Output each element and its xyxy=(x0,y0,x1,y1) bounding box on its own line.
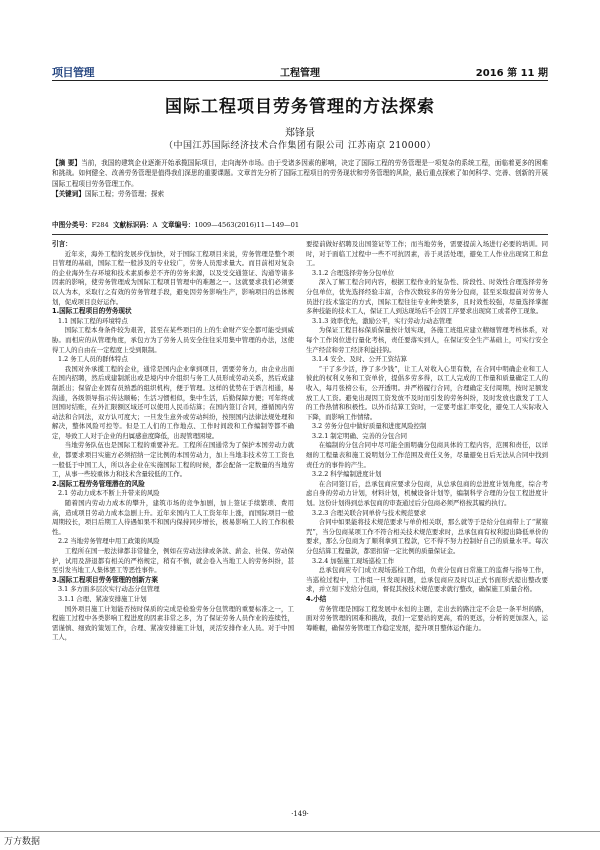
author-affiliation: （中国江苏国际经济技术合作集团有限公司 江苏南京 210000） xyxy=(163,141,437,151)
divider-rule xyxy=(52,234,548,235)
paragraph: 近年来，海外工程的发展步伐加快，对于国际工程项目来说，劳务管理是整个项目管理的基础，国际工程一般涉及的专业较广，劳务人员需求量大。而目前相对复杂的企业海外生存环境和技术素质参差不齐的劳务来源，以及受交通签证、沟通等诸多因素的影响，使劳务管理成为国际工程项目管理中的难题之一。这就要求我们必须要以人为本，采取行之有效的劳务管理手段，避免因劳务影响生产，影响项目的总体规划，促成项目良好运作。 xyxy=(52,249,294,306)
subsection-heading: 3.2.1 制定明确、完善的分包合同 xyxy=(312,431,407,440)
subsection-heading: 2.2 当地劳务管理中用工政策的风险 xyxy=(58,537,160,546)
paragraph: 为保证工程目标保质保量按计划实现，各施工班组应建立精细管理考核体系，对每个工作岗位进行量化考核，责任要落实到人，在保证安全生产基础上，可实行安全生产经营和劳工经济利益挂钩。 xyxy=(306,326,548,354)
paragraph: 国际工程本身条件较为艰苦，甚至在某些项目的上的生命财产安全都可能受到威胁。而相应的从管理角度，承包方为了劳务人员安全往往采用集中管理的办法，这使得工人的自由在一定程度上受到限制。 xyxy=(52,326,294,354)
subsection-heading: 3.1.3 效率优先，激励公平，实行劳动力动态管理 xyxy=(312,316,452,325)
abstract xyxy=(52,158,548,200)
clc-value: F284 xyxy=(91,221,109,229)
keywords-text: 国际工程；劳务管理；探索 xyxy=(84,190,165,199)
page-number: ·149· xyxy=(291,810,309,818)
footer xyxy=(0,831,600,847)
subsection-heading: 3.1 多方面多层次实行动态分包管理 xyxy=(58,585,160,594)
paragraph: 当地劳务队伍也是国际工程的重要补充。工程所在国通常为了保护本国劳动力就业，都要求项目实施方必须招纳一定比例的本国劳动力，加上当地非技术劳工工资也一般低于中国工人，所以各企业在实施国际工程的时候，都会配备一定数量的当地劳工，从事一些较重体力和技术含量较低的工作。 xyxy=(52,441,294,479)
paragraph: 我国对外承揽工程的企业，通常是国内企业拿到项目，需要劳务力，由企业出面在国内招聘，然后成建制派出或是境内中介组织与务工人员形成劳动关系，然后成建制派出；保留企业固有员熟悉的组织机构，便于管理。这样的优势在于语言相通，易沟通，各级领导指示传达顺畅；生活习惯相似，集中生活，后勤保障方便；可年终或回国时结账，在外汇限额区域还可以使用人民币结算；在国内签订合同，遵循国内劳动法和合同法，双方认可度大；一旦发生意外或劳动纠纷，按照国内法律法规处理和解决，整体风险可控等。但是工人们的工作地点、工作时间段和工作编制等都不确定，导致工人对于企业的归属感意度降低，出现管理困境。 xyxy=(52,364,294,440)
doc-code-label: 文献标识码： xyxy=(112,221,153,229)
author-name: 郑锋景 xyxy=(285,128,315,139)
clc-label: 中图分类号： xyxy=(52,221,92,229)
subsection-heading: 2.1 劳动力成本不断上升带来的风险 xyxy=(58,489,160,498)
subsection-heading: 3.1.1 合理、紧凑安排施工计划 xyxy=(58,594,147,603)
article-no-label: 文章编号： xyxy=(161,221,195,229)
section-heading: 2.国际工程劳务管理潜在的风险 xyxy=(52,479,145,488)
doc-code-value: A xyxy=(152,221,158,229)
issue-number: 2016 第 11 期 xyxy=(475,68,548,79)
running-header xyxy=(52,64,548,81)
subsection-heading: 1.1 国际工程的环境特点 xyxy=(58,316,128,325)
left-column xyxy=(52,240,294,740)
classification-line xyxy=(52,220,548,230)
footer-brand: 万方数据 xyxy=(4,837,41,847)
section-name: 工程管理 xyxy=(280,68,320,79)
subsection-heading: 3.2.3 合理关联合同单价与技术规范要求 xyxy=(312,508,427,517)
paragraph: 在合同签订后，总承包商应要求分包商，从总承包商的总进度计划角度，综合考虑自身的劳动力计划，材料计划，机械设备计划等，编制科学合理的分包工程进度计划。这份计划得到总承包商的审查通过后分包商必须严格按其履约执行。 xyxy=(306,479,548,508)
article-title: 国际工程项目劳务管理的方法探索 xyxy=(165,97,435,117)
subsection-heading: 3.2.4 加强施工现场巡检工作 xyxy=(312,556,395,565)
subsection-heading: 3.1.4 安全、及时、公开工资结算 xyxy=(312,355,407,364)
section-heading: 4.小结 xyxy=(306,594,327,603)
paragraph: 工程所在国一般法律都非常健全，例如在劳动法律或条款、薪金、社保、劳动保护，试用及辞退都有相关的严格规定，稍有不慎，就会卷入当地工人的劳务纠纷，甚至引发当地工人集体罢工等恶性事件。 xyxy=(52,547,294,575)
paragraph: 国外项目施工计划能否按时保质的完成是检验劳务分包管理的重要标准之一，工程施工过程中各类影响工程进度的因素非常之多，为了保证劳务人员作业的连续性，需谨慎、细致的策划工作，合理、紧凑安排施工计划，灵活安排作业人员。对于中国工人， xyxy=(52,604,294,642)
section-heading: 3.国际工程项目劳务管理的创新方案 xyxy=(52,575,158,584)
paragraph: 随着国内劳动力成本的攀升，建筑市场的竞争加剧，加上签证手续繁琐、费用高，造成项目劳动力成本急剧上升。近年来国内工人工资年年上涨，而国际项目一般周期较长，项目后期工人待遇如果不和国内保持同步增长，极易影响工人的工作积极性。 xyxy=(52,499,294,536)
journal-logo: 项目管理 xyxy=(52,66,94,79)
right-column xyxy=(306,240,548,740)
subsection-heading: 3.2.2 科学编制进度计划 xyxy=(312,470,382,479)
paragraph: 要提前做好招聘及出国签证等工作；而当地劳务，需要提前入场进行必要的培训。同时，对于面临工过程中一些不可抗因素，善于灵活处理，避免工人作业出现窝工和怠工。 xyxy=(306,240,548,268)
abstract-text: 当前，我国的建筑企业逐渐开始承揽国际项目，走向海外市场。由于受诸多因素的影响，决定了国际工程的劳务管理是一项复杂的系统工程，面临着更多的困难和挑战。如何健全、改善劳务管理是值得我们深思的重要课题。文章首先分析了国际工程项目的劳务现状和劳务管理的风险，最后重点探索了如何科学、完善、创新的开展国际工程项目劳务管理工作。 xyxy=(52,159,548,188)
paragraph: 深入了解工程合同内容，根据工程作业的复杂性、阶段性、时效性合理选择劳务分包单位，优先选择经验丰富，合作次数较多的劳务分包商，甚至采取提前对劳务人员进行技术鉴定的方式，国际工程往往专业种类繁多，且时效性较强，尽量选择掌握多种技能的技术工人，保证工人到达现场后不会因工序要求出现窝工或者停工现象。 xyxy=(306,278,548,316)
paragraph: “干了多少活，挣了多少钱”，让工人对收入心里有数，在合同中明确企业和工人彼此的权利义务和工资单价，提倡多劳多得，以工人完成的工作量和质量确定工人的收入，每月张榜公布，公开透明。并严格履行合同，合理确定支付周期，按时足额发放工人工资。避免出现因工资发放不及时而引发的劳务纠纷，及时发放也激发了工人的工作热情和积极性。以外币结算工资时，一定要考虑汇率变化，避免工人实际收入下降，而影响工作情绪。 xyxy=(306,364,548,421)
paragraph: 总承包商应专门成立现场巡检工作组，负责分包商日常施工的监督与指导工作，当巡检过程中，工作组一旦发现问题，总承包商应及时以正式书面形式提出整改要求，并立刻下发给分包商，督促其按技术规范要求就行整改，确保施工质量合格。 xyxy=(306,566,548,594)
subsection-heading: 3.2 劳务分包中做好质量和进度风险控制 xyxy=(312,422,427,431)
section-heading: 1.国际工程项目的劳务现状 xyxy=(52,307,132,316)
subsection-heading: 3.1.2 合理选择劳务分包单位 xyxy=(312,268,395,277)
subsection-heading: 1.2 务工人员的群体特点 xyxy=(58,355,128,364)
keywords-label: 【关键词】 xyxy=(52,190,85,199)
paragraph: 合同中如果能将技术规范要求与单价相关联，那么就等于是给分包商带上了“紧箍咒”，当分包商某项工作不符合相关技术规范要求时，总承包商有权利提出降低单价的要求，那么分包商为了顺利拿到工程款，它不得不努力控制好自己的质量水平。每次分包结算工程量款，都需扣留一定比例的质量保证金。 xyxy=(306,518,548,555)
abstract-label: 【摘 要】 xyxy=(52,159,82,167)
article-no-value: 1009—4563(2016)11—149—01 xyxy=(194,221,300,229)
section-heading: 引言： xyxy=(52,240,72,248)
paragraph: 在编制的分包合同中尽可能全面明确分包商具体的工程内容，范围和责任，以详细的工程量表和施工说明划分工作范围及责任义务，尽量避免日后无法从合同中找到责任方的事件的产生。 xyxy=(306,441,548,469)
paragraph: 劳务管理是国际工程发展中永恒的主题，走出去的路注定不会是一条平坦的路，面对劳务管理的困难和挑战，我们一定要站的更高，看的更远，分析的更加深入，运筹帷幄，确保劳务管理工作稳定发展，提升项目整体运作能力。 xyxy=(306,604,548,632)
